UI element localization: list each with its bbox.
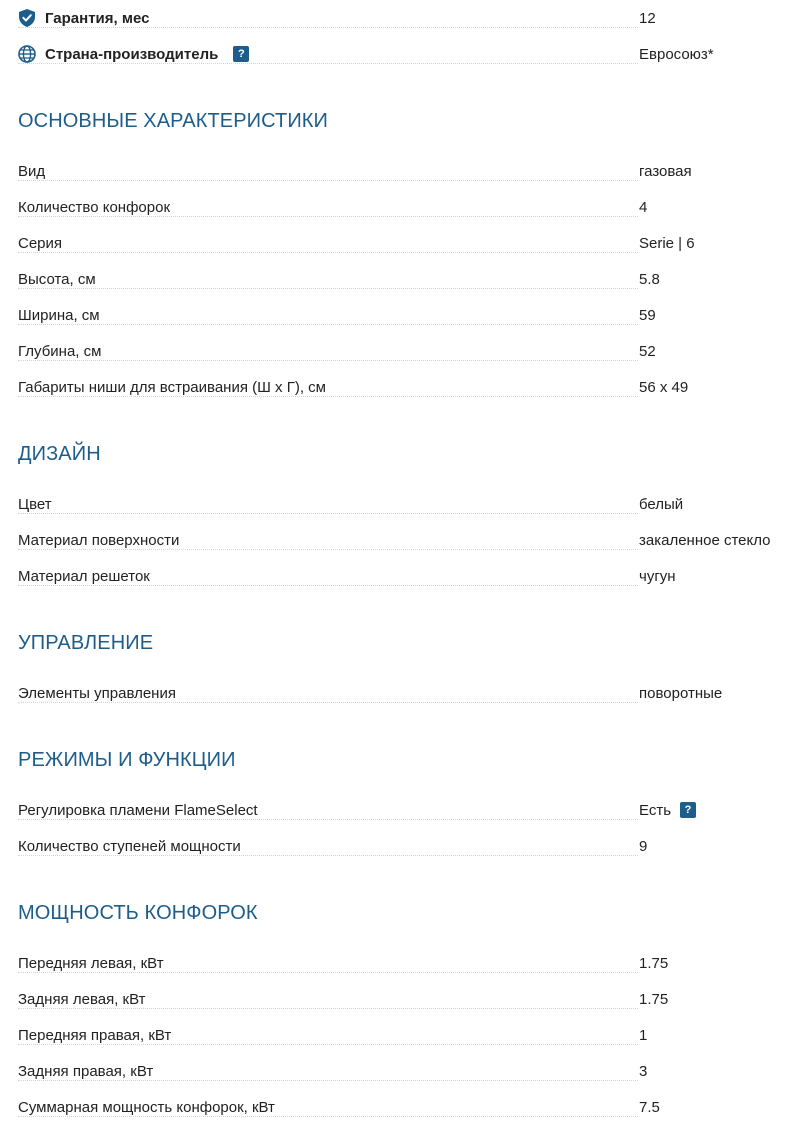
spec-name: [18, 333, 638, 369]
spec-row: [18, 675, 799, 711]
spec-name: [18, 1053, 638, 1089]
spec-value: 9: [639, 837, 648, 855]
spec-value: 12: [639, 9, 656, 27]
spec-label: Цвет: [18, 496, 58, 513]
spec-value: 7.5: [639, 1098, 660, 1116]
spec-value-text: Есть: [639, 801, 672, 819]
spec-name: [18, 792, 638, 828]
help-icon[interactable]: ?: [233, 46, 249, 62]
spec-name: [18, 1017, 638, 1053]
spec-label: Материал поверхности: [18, 532, 185, 549]
help-icon[interactable]: ?: [680, 802, 696, 818]
spec-label: Регулировка пламени FlameSelect: [18, 802, 264, 819]
spec-row-warranty: [18, 0, 799, 36]
spec-row: [18, 981, 799, 1017]
spec-row: [18, 1017, 799, 1053]
spec-row: [18, 945, 799, 981]
spec-name: [18, 675, 638, 711]
spec-label: Ширина, см: [18, 307, 106, 324]
spec-label: Габариты ниши для встраивания (Ш х Г), см: [18, 379, 332, 396]
spec-row: [18, 189, 799, 225]
spec-name: [18, 0, 638, 36]
spec-row: [18, 297, 799, 333]
spec-value: 1: [639, 1026, 648, 1044]
spec-name: [18, 828, 638, 864]
spec-name: [18, 522, 638, 558]
spec-row: [18, 225, 799, 261]
spec-name: [18, 486, 638, 522]
spec-row: [18, 828, 799, 864]
spec-value: 56 x 49: [639, 378, 689, 396]
spec-value: 1.75: [639, 990, 669, 1008]
spec-value: газовая: [639, 162, 692, 180]
spec-row: [18, 792, 799, 828]
spec-value: Serie | 6: [639, 234, 695, 252]
spec-row: [18, 369, 799, 405]
section-title-modes: РЕЖИМЫ И ФУНКЦИИ: [18, 748, 236, 771]
spec-name: [18, 297, 638, 333]
spec-row: [18, 153, 799, 189]
spec-name: [18, 369, 638, 405]
spec-value: 59: [639, 306, 656, 324]
spec-label: Гарантия, мес: [45, 10, 155, 27]
spec-label: Задняя левая, кВт: [18, 991, 152, 1008]
spec-name: [18, 36, 638, 72]
spec-label: Суммарная мощность конфорок, кВт: [18, 1099, 281, 1116]
spec-row: [18, 261, 799, 297]
section-title-power: МОЩНОСТЬ КОНФОРОК: [18, 901, 258, 924]
spec-value: Евросоюз*: [639, 45, 714, 63]
spec-row: [18, 522, 799, 558]
spec-label: Количество ступеней мощности: [18, 838, 247, 855]
spec-row: [18, 486, 799, 522]
spec-value: 1.75: [639, 954, 669, 972]
spec-label: Элементы управления: [18, 685, 182, 702]
section-main-rows: [18, 153, 799, 405]
spec-row: [18, 333, 799, 369]
spec-row-country: [18, 36, 799, 72]
spec-row: [18, 1089, 799, 1125]
spec-label: Вид: [18, 163, 51, 180]
spec-value: поворотные: [639, 684, 723, 702]
spec-label: Задняя правая, кВт: [18, 1063, 159, 1080]
spec-name: [18, 981, 638, 1017]
spec-label: Передняя правая, кВт: [18, 1027, 177, 1044]
spec-label: Страна-производитель: [45, 46, 224, 63]
spec-label: Высота, см: [18, 271, 102, 288]
spec-name: [18, 153, 638, 189]
spec-value: чугун: [639, 567, 676, 585]
section-design-rows: [18, 486, 799, 594]
spec-value: закаленное стекло: [639, 531, 771, 549]
spec-row: [18, 558, 799, 594]
section-modes-rows: [18, 792, 799, 864]
spec-name: [18, 225, 638, 261]
spec-value: [639, 792, 696, 828]
spec-name: [18, 261, 638, 297]
section-power-rows: [18, 945, 799, 1125]
spec-row: [18, 1053, 799, 1089]
section-title-control: УПРАВЛЕНИЕ: [18, 631, 154, 654]
spec-value: 52: [639, 342, 656, 360]
spec-label: Материал решеток: [18, 568, 156, 585]
spec-label: Количество конфорок: [18, 199, 176, 216]
section-title-main: ОСНОВНЫЕ ХАРАКТЕРИСТИКИ: [18, 109, 329, 132]
spec-name: [18, 945, 638, 981]
spec-value: 4: [639, 198, 648, 216]
spec-label: Глубина, см: [18, 343, 107, 360]
section-title-design: ДИЗАЙН: [18, 442, 101, 465]
spec-name: [18, 558, 638, 594]
globe-icon: [18, 45, 36, 63]
spec-name: [18, 1089, 638, 1125]
spec-name: [18, 189, 638, 225]
spec-label: Серия: [18, 235, 68, 252]
section-control-rows: [18, 675, 799, 711]
spec-value: 5.8: [639, 270, 660, 288]
spec-value: 3: [639, 1062, 648, 1080]
spec-label: Передняя левая, кВт: [18, 955, 170, 972]
spec-value: белый: [639, 495, 684, 513]
shield-check-icon: [18, 9, 36, 27]
